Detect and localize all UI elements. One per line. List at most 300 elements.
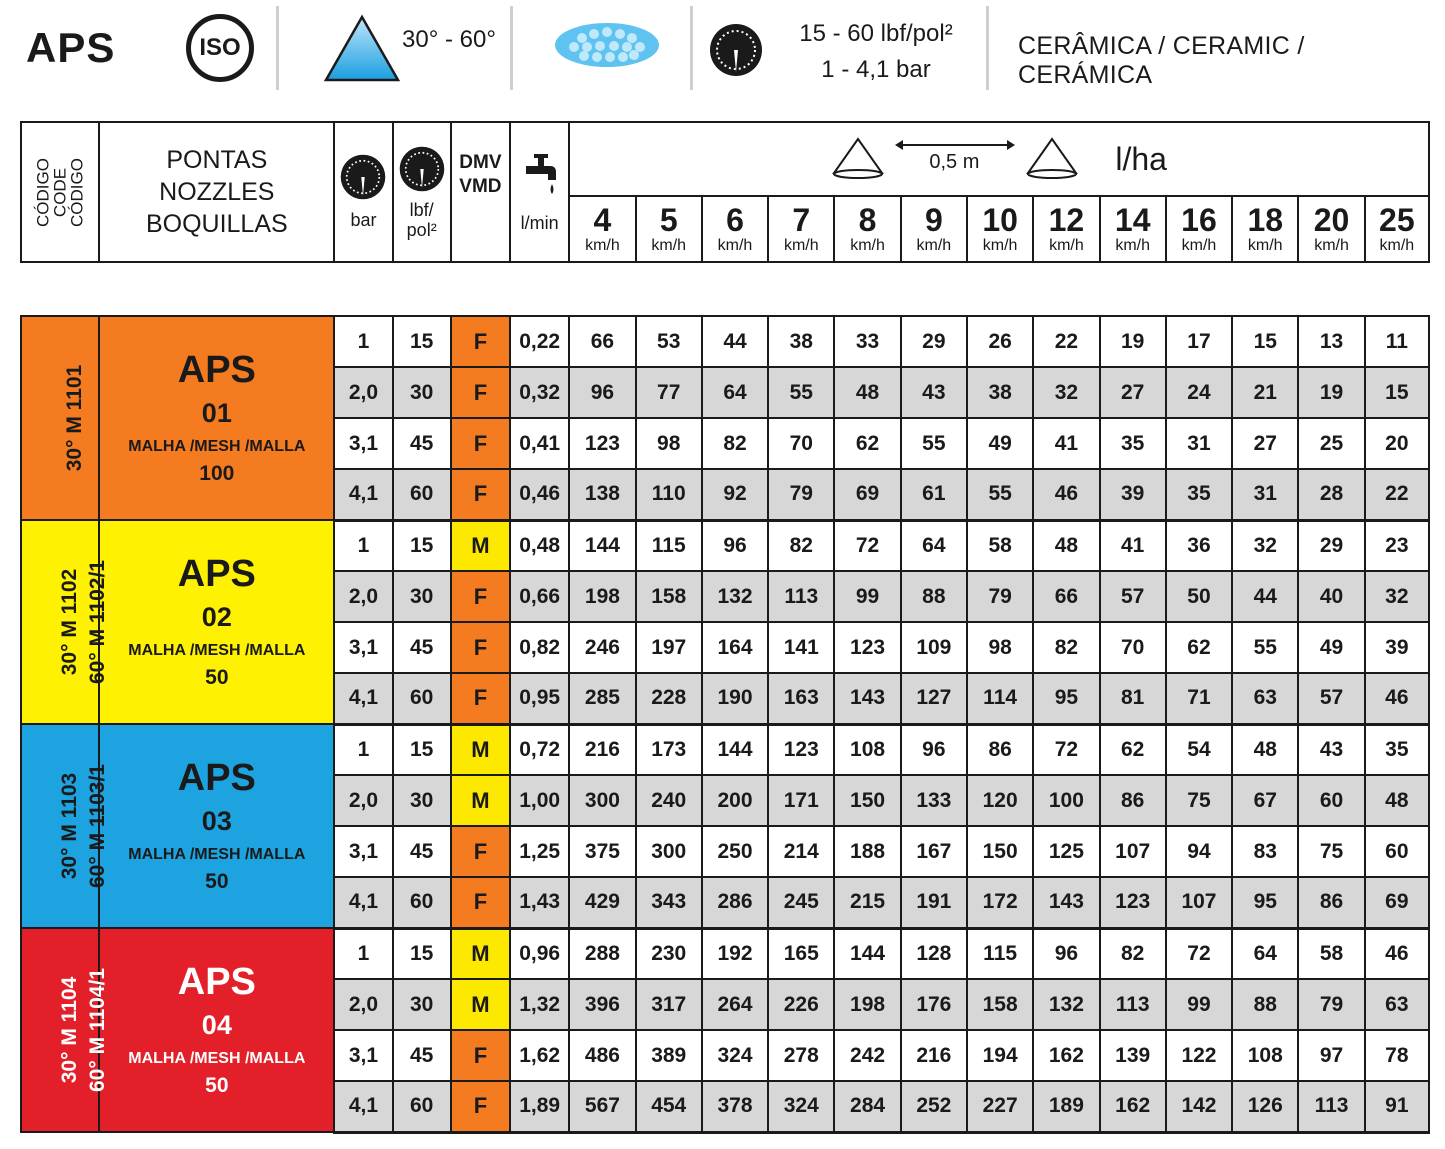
application-rate-cell: 216 [569,724,635,775]
application-rate-cell: 75 [1298,826,1364,877]
application-rate-cell: 38 [967,367,1033,418]
application-rate-cell: 44 [702,316,768,367]
table-row [21,316,1429,367]
divider [510,6,513,90]
application-rate-cell: 114 [967,673,1033,724]
nozzle-header-pt: PONTAS [166,146,268,174]
application-rate-cell: 20 [1365,418,1429,469]
application-rate-cell: 190 [702,673,768,724]
pressure-lbf-cell: 15 [393,724,451,775]
mesh-value: 50 [205,1074,229,1097]
application-rate-cell: 46 [1365,673,1429,724]
flow-rate-cell: 0,48 [510,520,569,571]
application-rate-cell: 60 [1298,775,1364,826]
flow-rate-cell: 0,72 [510,724,569,775]
application-rate-cell: 176 [901,979,967,1030]
divider [276,6,279,90]
application-rate-cell: 66 [569,316,635,367]
application-rate-cell: 144 [702,724,768,775]
application-rate-cell: 54 [1166,724,1232,775]
application-rate-cell: 108 [1232,1030,1298,1081]
application-rate-cell: 107 [1166,877,1232,928]
pressure-lbf-cell: 30 [393,571,451,622]
pressure-lbf-cell: 60 [393,1081,451,1132]
speed-value: 12 [1048,202,1085,238]
application-rate-cell: 95 [1232,877,1298,928]
pressure-lbf-cell: 60 [393,877,451,928]
application-rate-cell: 139 [1100,1030,1166,1081]
application-rate-cell: 72 [834,520,900,571]
application-rate-cell: 198 [834,979,900,1030]
droplet-class-cell: F [451,367,510,418]
application-rate-cell: 38 [768,316,834,367]
application-rate-cell: 58 [967,520,1033,571]
nozzle-title: APS [177,961,256,1003]
application-rate-cell: 35 [1166,469,1232,520]
application-rate-cell: 125 [1033,826,1099,877]
pressure-bar-cell: 2,0 [334,571,392,622]
application-rate-cell: 79 [768,469,834,520]
application-rate-cell: 55 [1232,622,1298,673]
application-rate-cell: 141 [768,622,834,673]
application-rate-cell: 215 [834,877,900,928]
application-rate-cell: 486 [569,1030,635,1081]
brand-title: APS [26,24,116,71]
spray-cone-icon [831,137,885,181]
application-rate-cell: 127 [901,673,967,724]
application-rate-cell: 75 [1166,775,1232,826]
application-rate-cell: 113 [1298,1081,1364,1132]
speed-header-cell [768,196,834,262]
application-rate-cell: 264 [702,979,768,1030]
application-rate-cell: 150 [834,775,900,826]
nozzle-model-cell [99,316,334,520]
application-rate-cell: 96 [901,724,967,775]
application-rate-cell: 72 [1033,724,1099,775]
speed-value: 6 [726,202,744,238]
application-rate-cell: 79 [1298,979,1364,1030]
application-rate-cell: 122 [1166,1030,1232,1081]
application-rate-cell: 39 [1100,469,1166,520]
application-rate-cell: 214 [768,826,834,877]
pressure-lbf-cell: 15 [393,928,451,979]
application-rate-cell: 191 [901,877,967,928]
application-rate-cell: 22 [1365,469,1429,520]
speed-header-cell [901,196,967,262]
application-rate-cell: 29 [1298,520,1364,571]
application-rate-cell: 43 [1298,724,1364,775]
lmin-column-header [510,122,569,262]
code-header-pt: CÓDIGO [33,157,53,227]
pressure-bar-cell: 3,1 [334,1030,392,1081]
pressure-lbf: 15 - 60 lbf/pol² [799,20,953,47]
nozzle-column-header [99,122,334,262]
application-rate-cell: 81 [1100,673,1166,724]
application-rate-cell: 19 [1100,316,1166,367]
application-rate-cell: 82 [1100,928,1166,979]
table-row [21,520,1429,571]
pressure-bar-cell: 4,1 [334,877,392,928]
speed-header-cell [569,196,635,262]
speed-value: 25 [1379,202,1415,238]
distance-label: 0,5 m [929,151,980,173]
application-rate-cell: 113 [768,571,834,622]
bar-label: bar [350,210,377,230]
speed-header-cell [702,196,768,262]
droplet-class-cell: F [451,571,510,622]
application-rate-cell: 29 [901,316,967,367]
application-rate-cell: 96 [569,367,635,418]
pressure-bar-cell: 4,1 [334,1081,392,1132]
application-rate-cell: 36 [1166,520,1232,571]
application-rate-cell: 99 [1166,979,1232,1030]
application-rate-cell: 64 [901,520,967,571]
application-rate-cell: 242 [834,1030,900,1081]
application-rate-cell: 227 [967,1081,1033,1132]
application-rate-cell: 343 [636,877,702,928]
droplet-class-cell: M [451,979,510,1030]
application-rate-cell: 55 [967,469,1033,520]
speed-unit: km/h [1181,237,1217,254]
application-rate-cell: 97 [1298,1030,1364,1081]
material-label: CERÂMICA / CERAMIC / CERÁMICA [1018,32,1305,89]
application-rate-cell: 110 [636,469,702,520]
application-rate-cell: 83 [1232,826,1298,877]
application-rate-cell: 35 [1100,418,1166,469]
flow-rate-cell: 1,32 [510,979,569,1030]
pressure-lbf-cell: 15 [393,520,451,571]
droplet-class-cell: F [451,418,510,469]
flow-rate-cell: 1,00 [510,775,569,826]
application-rate-cell: 278 [768,1030,834,1081]
droplet-class-cell: M [451,775,510,826]
application-rate-cell: 72 [1166,928,1232,979]
application-rate-cell: 98 [636,418,702,469]
speed-header-cell [834,196,900,262]
lha-label: l/ha [1115,140,1167,177]
application-rate-cell: 454 [636,1081,702,1132]
application-rate-cell: 50 [1166,571,1232,622]
application-rate-cell: 32 [1232,520,1298,571]
speed-unit: km/h [982,237,1018,254]
application-rate-cell: 144 [834,928,900,979]
speed-value: 9 [924,202,943,238]
application-rate-cell: 82 [702,418,768,469]
application-rate-cell: 63 [1365,979,1429,1030]
pressure-lbf-cell: 15 [393,316,451,367]
application-rate-cell: 300 [636,826,702,877]
application-rate-cell: 49 [967,418,1033,469]
application-rate-cell: 46 [1033,469,1099,520]
application-rate-cell: 25 [1298,418,1364,469]
nozzle-code-cell [21,520,109,724]
speed-header-cell [636,196,702,262]
application-rate-cell: 94 [1166,826,1232,877]
application-rate-cell: 71 [1166,673,1232,724]
nozzle-code-cell [21,724,109,928]
application-rate-cell: 95 [1033,673,1099,724]
application-rate-cell: 70 [768,418,834,469]
application-rate-cell: 53 [636,316,702,367]
nozzle-title: APS [177,553,256,595]
application-rate-cell: 194 [967,1030,1033,1081]
application-rate-cell: 66 [1033,571,1099,622]
application-rate-cell: 91 [1365,1081,1429,1132]
application-rate-cell: 88 [1232,979,1298,1030]
lbf-column-header [393,122,451,262]
application-rate-cell: 143 [834,673,900,724]
nozzle-model-cell [99,724,334,928]
droplet-class-cell: F [451,673,510,724]
dmv-column-header [451,122,510,262]
droplet-class-cell: F [451,826,510,877]
application-rate-cell: 144 [569,520,635,571]
flow-rate-cell: 1,62 [510,1030,569,1081]
mesh-label: MALHA /MESH /MALLA [128,642,306,659]
application-rate-cell: 39 [1365,622,1429,673]
application-rate-cell: 108 [834,724,900,775]
application-rate-cell: 27 [1100,367,1166,418]
nozzle-code: 30° M 1104 [58,976,81,1084]
flow-rate-cell: 0,82 [510,622,569,673]
application-rate-cell: 288 [569,928,635,979]
flow-rate-cell: 1,25 [510,826,569,877]
application-rate-cell: 172 [967,877,1033,928]
application-rate-cell: 375 [569,826,635,877]
pressure-bar-cell: 3,1 [334,418,392,469]
application-rate-cell: 138 [569,469,635,520]
application-rate-cell: 48 [1365,775,1429,826]
nozzle-header-es: BOQUILLAS [145,210,288,238]
mesh-label: MALHA /MESH /MALLA [128,438,306,455]
application-rate-cell: 27 [1232,418,1298,469]
speed-value: 7 [792,202,811,238]
bar-column-header [334,122,392,262]
speed-unit: km/h [1049,237,1084,254]
table-row [21,724,1429,775]
flow-rate-cell: 0,32 [510,367,569,418]
table-row [21,928,1429,979]
pressure-gauge-icon [339,153,387,201]
application-rate-cell: 429 [569,877,635,928]
application-rate-cell: 23 [1365,520,1429,571]
droplet-class-cell: F [451,316,510,367]
application-rate-cell: 61 [901,469,967,520]
application-rate-cell: 35 [1365,724,1429,775]
speed-unit: km/h [1247,237,1283,254]
speed-value: 4 [593,202,612,238]
application-rate-cell: 284 [834,1081,900,1132]
nozzle-header-en: NOZZLES [159,178,275,206]
application-rate-cell: 228 [636,673,702,724]
application-rate-cell: 132 [1033,979,1099,1030]
application-rate-cell: 389 [636,1030,702,1081]
pressure-gauge-icon [708,22,764,78]
application-rate-cell: 164 [702,622,768,673]
application-rate-cell: 245 [768,877,834,928]
application-rate-cell: 43 [901,367,967,418]
iso-badge [186,14,254,82]
iso-label: ISO [199,34,241,61]
mesh-value: 50 [205,666,229,689]
application-rate-cell: 226 [768,979,834,1030]
application-rate-cell: 198 [569,571,635,622]
application-rate-cell: 158 [967,979,1033,1030]
mesh-value: 50 [205,870,229,893]
nozzle-model-cell [99,520,334,724]
flow-rate-cell: 0,22 [510,316,569,367]
droplet-class-cell: F [451,877,510,928]
application-rate-cell: 15 [1232,316,1298,367]
spray-cone-icon [1025,137,1079,181]
application-rate-cell: 96 [702,520,768,571]
speed-header-cell [1033,196,1099,262]
application-rate-cell: 62 [1166,622,1232,673]
pressure-bar-cell: 1 [334,928,392,979]
application-rate-cell: 126 [1232,1081,1298,1132]
application-rate-cell: 115 [967,928,1033,979]
application-rate-cell: 123 [834,622,900,673]
flow-rate-cell: 1,89 [510,1081,569,1132]
application-rate-cell: 396 [569,979,635,1030]
application-rate-cell: 286 [702,877,768,928]
droplet-class-cell: M [451,724,510,775]
application-rate-cell: 115 [636,520,702,571]
application-rate-cell: 143 [1033,877,1099,928]
code-column-header [21,122,99,262]
application-rate-cell: 250 [702,826,768,877]
application-rate-cell: 240 [636,775,702,826]
application-rate-cell: 11 [1365,316,1429,367]
nozzle-title: APS [177,757,256,799]
application-rate-cell: 86 [1298,877,1364,928]
nozzle-code: 60° M 1103/1 [86,764,109,888]
speed-header-cell [1166,196,1232,262]
droplet-class-cell: F [451,1030,510,1081]
application-rate-cell: 78 [1365,1030,1429,1081]
application-rate-cell: 48 [1033,520,1099,571]
application-rate-cell: 109 [901,622,967,673]
pressure-bar-cell: 1 [334,316,392,367]
application-rate-cell: 64 [702,367,768,418]
droplet-class-cell: F [451,622,510,673]
pressure-bar-cell: 4,1 [334,673,392,724]
faucet-icon [520,150,560,202]
application-rate-cell: 41 [1033,418,1099,469]
application-rate-cell: 33 [834,316,900,367]
droplet-class-cell: M [451,520,510,571]
flow-rate-cell: 0,46 [510,469,569,520]
application-rate-cell: 32 [1033,367,1099,418]
application-rate-header [569,122,1429,196]
flow-rate-cell: 0,41 [510,418,569,469]
speed-unit: km/h [1314,237,1349,254]
nozzle-code: 30° M 1103 [58,772,81,880]
application-rate-cell: 69 [1365,877,1429,928]
application-rate-cell: 285 [569,673,635,724]
pressure-lbf-cell: 30 [393,367,451,418]
application-rate-cell: 28 [1298,469,1364,520]
application-rate-cell: 82 [768,520,834,571]
pol-label: pol² [406,219,437,240]
application-rate-cell: 60 [1365,826,1429,877]
table-spacer [21,262,1429,316]
pressure-lbf-cell: 45 [393,1030,451,1081]
speed-unit: km/h [1115,237,1151,254]
header-strip [0,0,1445,100]
application-rate-cell: 86 [1100,775,1166,826]
application-rate-cell: 100 [1033,775,1099,826]
speed-unit: km/h [651,237,687,254]
application-rate-cell: 13 [1298,316,1364,367]
lmin-label: l/min [520,213,559,233]
application-rate-cell: 31 [1166,418,1232,469]
application-rate-cell: 99 [834,571,900,622]
application-rate-cell: 77 [636,367,702,418]
pressure-bar-cell: 1 [334,724,392,775]
speed-unit: km/h [916,237,952,254]
pressure-bar-cell: 2,0 [334,367,392,418]
application-rate-cell: 17 [1166,316,1232,367]
flow-rate-cell: 0,95 [510,673,569,724]
application-rate-cell: 62 [1100,724,1166,775]
speed-value: 5 [659,202,678,238]
application-rate-cell: 123 [768,724,834,775]
application-rate-cell: 79 [967,571,1033,622]
speed-value: 14 [1114,202,1151,238]
application-rate-cell: 86 [967,724,1033,775]
speed-header-cell [967,196,1033,262]
nozzle-code-cell [21,316,99,520]
pressure-bar-cell: 3,1 [334,826,392,877]
application-rate-cell: 162 [1100,1081,1166,1132]
speed-value: 20 [1313,202,1350,238]
pressure-bar-cell: 2,0 [334,775,392,826]
application-rate-cell: 113 [1100,979,1166,1030]
application-rate-cell: 128 [901,928,967,979]
application-rate-cell: 107 [1100,826,1166,877]
speed-value: 18 [1247,202,1284,238]
application-rate-cell: 55 [901,418,967,469]
application-rate-cell: 162 [1033,1030,1099,1081]
speed-header-cell [1100,196,1166,262]
application-rate-cell: 200 [702,775,768,826]
application-rate-cell: 173 [636,724,702,775]
application-rate-cell: 70 [1100,622,1166,673]
application-rate-cell: 158 [636,571,702,622]
application-rate-cell: 246 [569,622,635,673]
application-rate-cell: 48 [1232,724,1298,775]
application-rate-cell: 19 [1298,367,1364,418]
nozzle-code: 30° M 1101 [63,364,87,472]
application-rate-cell: 567 [569,1081,635,1132]
application-rate-cell: 188 [834,826,900,877]
table-header-row [21,122,1429,196]
pressure-lbf-cell: 45 [393,418,451,469]
pressure-bar-cell: 1 [334,520,392,571]
application-rate-cell: 49 [1298,622,1364,673]
pressure-lbf-cell: 60 [393,469,451,520]
mesh-label: MALHA /MESH /MALLA [128,846,306,863]
application-rate-cell: 67 [1232,775,1298,826]
application-rate-cell: 192 [702,928,768,979]
application-rate-cell: 82 [1033,622,1099,673]
speed-value: 10 [982,202,1018,238]
application-rate-cell: 300 [569,775,635,826]
flow-rate-cell: 0,96 [510,928,569,979]
application-rate-cell: 120 [967,775,1033,826]
nozzle-model-cell [99,928,334,1132]
